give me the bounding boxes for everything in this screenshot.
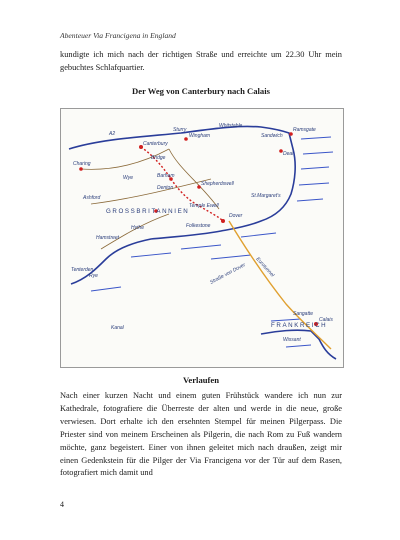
label-whitstable: Whitstable [219,123,243,129]
section-heading: Verlaufen [183,375,219,385]
label-shepherdswell: Shepherdswell [201,181,234,187]
label-sandwich: Sandwich [261,133,283,139]
page-number: 4 [60,500,64,509]
paragraph-bottom: Nach einer kurzen Nacht und einem guten Frühstück wandere ich nun zur Kathedrale, fotografiere die Überreste der alten und werde in die neue, große verwiesen. Dort erhalte ich den ersehnten Stempel für meinen Pilgerpass. Die Priester sind von meinem Erscheinen als Pilgerin, die nach Rom zu Fuß wandern möchte, ganz begeistert. Einer von ihnen geleitet mich nach draußen, zeigt mir einen Gedenkstein für die Pilger der Via Francigena vor der Tür auf dem Rasen, fotografiert mich damit und [60,391,342,478]
label-bridge: Bridge [151,155,166,161]
label-tenterden: Tenterden [71,267,94,273]
label-ashford: Ashford [83,195,101,201]
label-wissant: Wissant [283,337,301,343]
label-denton: Denton [157,185,174,191]
label-temple-ewell: Temple Ewell [189,203,219,209]
label-deal: Deal [283,151,294,157]
running-head: Abenteuer Via Francigena in England [60,31,176,40]
label-calais: Calais [319,317,333,323]
label-dover: Dover [229,213,243,219]
map-figure [60,108,344,368]
label-ramsgate: Ramsgate [293,127,316,133]
label-hythe: Hythe [131,225,145,231]
label-a2: A2 [109,131,116,137]
label-hamstreet: Hamstreet [96,235,120,241]
label-barham: Barham [157,173,175,179]
label-canterbury: Canterbury [143,141,168,147]
label-wye: Wye [123,175,133,181]
label-margarets: St.Margaret's [251,193,281,199]
hand-drawn-map [61,109,343,367]
label-sturry: Sturry [173,127,187,133]
label-strasse-von-dover: Straße von Dover [209,262,247,286]
label-sangatte: Sangatte [293,311,314,317]
map-heading: Der Weg von Canterbury nach Calais [132,86,270,96]
label-rye: Rye [89,273,98,279]
label-charing: Charing [73,161,91,167]
label-kanal: Kanal [111,325,124,331]
label-wingham: Wingham [189,133,211,139]
label-folkestone: Folkestone [186,223,211,229]
label-frankreich: FRANKREICH [271,322,328,329]
label-eurotunnel: Eurotunnel [254,256,276,279]
paragraph-top: kundigte ich mich nach der richtigen Straße und erreichte um 22.30 Uhr mein gebuchtes Schlafquartier. [60,50,342,72]
label-grossbritannien: GROSSBRITANNIEN [106,208,190,215]
